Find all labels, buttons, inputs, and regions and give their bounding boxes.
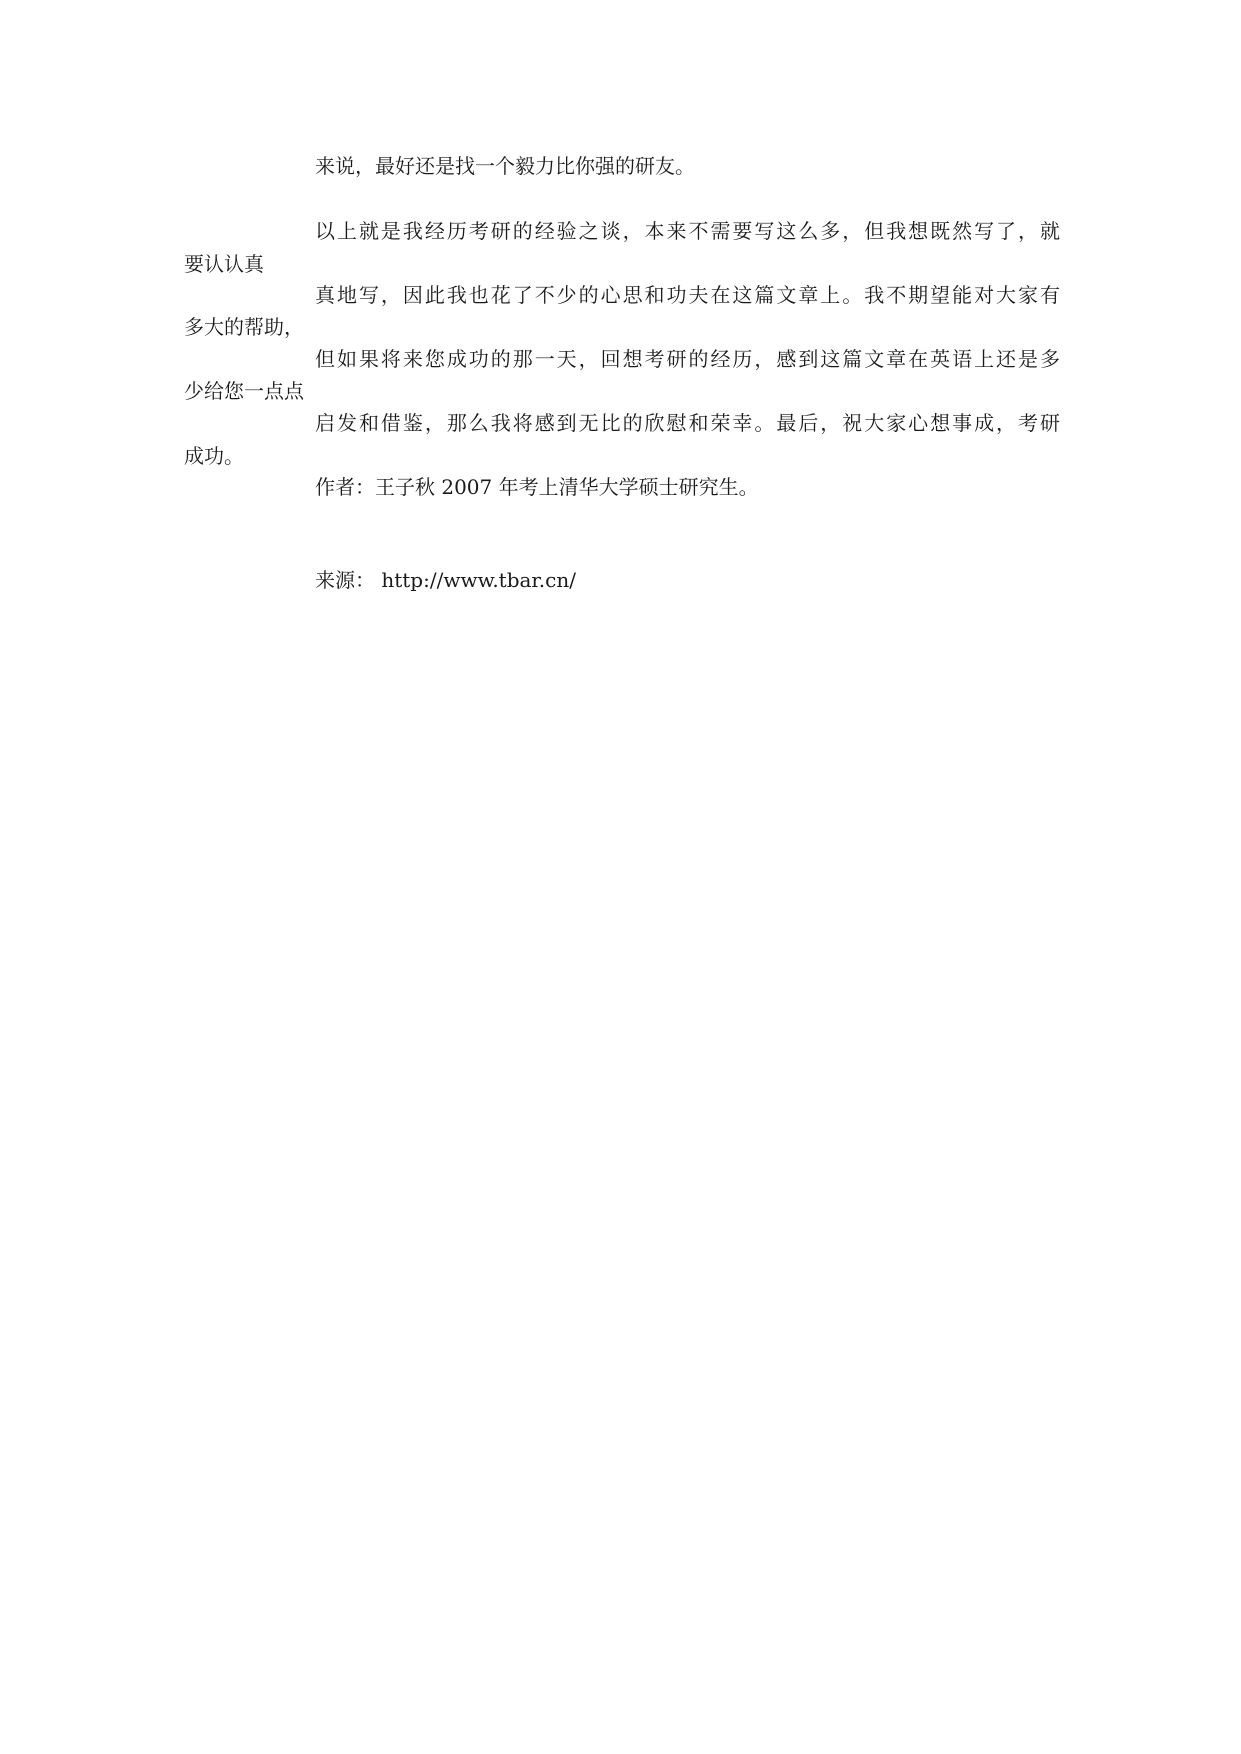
body-line: 以上就是我经历考研的经验之谈，本来不需要写这么多，但我想既然写了，就 xyxy=(315,219,1060,243)
body-line: 少给您一点点 xyxy=(184,379,304,403)
body-line: 多大的帮助， xyxy=(184,315,304,339)
body-line: 启发和借鉴，那么我将感到无比的欣慰和荣幸。最后，祝大家心想事成，考研 xyxy=(315,411,1060,435)
author-line: 作者：王子秋 2007 年考上清华大学硕士研究生。 xyxy=(315,475,759,499)
body-line: 成功。 xyxy=(184,444,244,468)
body-line: 真地写，因此我也花了不少的心思和功夫在这篇文章上。我不期望能对大家有 xyxy=(315,283,1060,307)
body-line: 来说，最好还是找一个毅力比你强的研友。 xyxy=(315,154,695,178)
body-line: 但如果将来您成功的那一天，回想考研的经历，感到这篇文章在英语上还是多 xyxy=(315,347,1060,371)
source-line: 来源： http://www.tbar.cn/ xyxy=(315,568,576,592)
body-line: 要认认真 xyxy=(184,252,264,276)
